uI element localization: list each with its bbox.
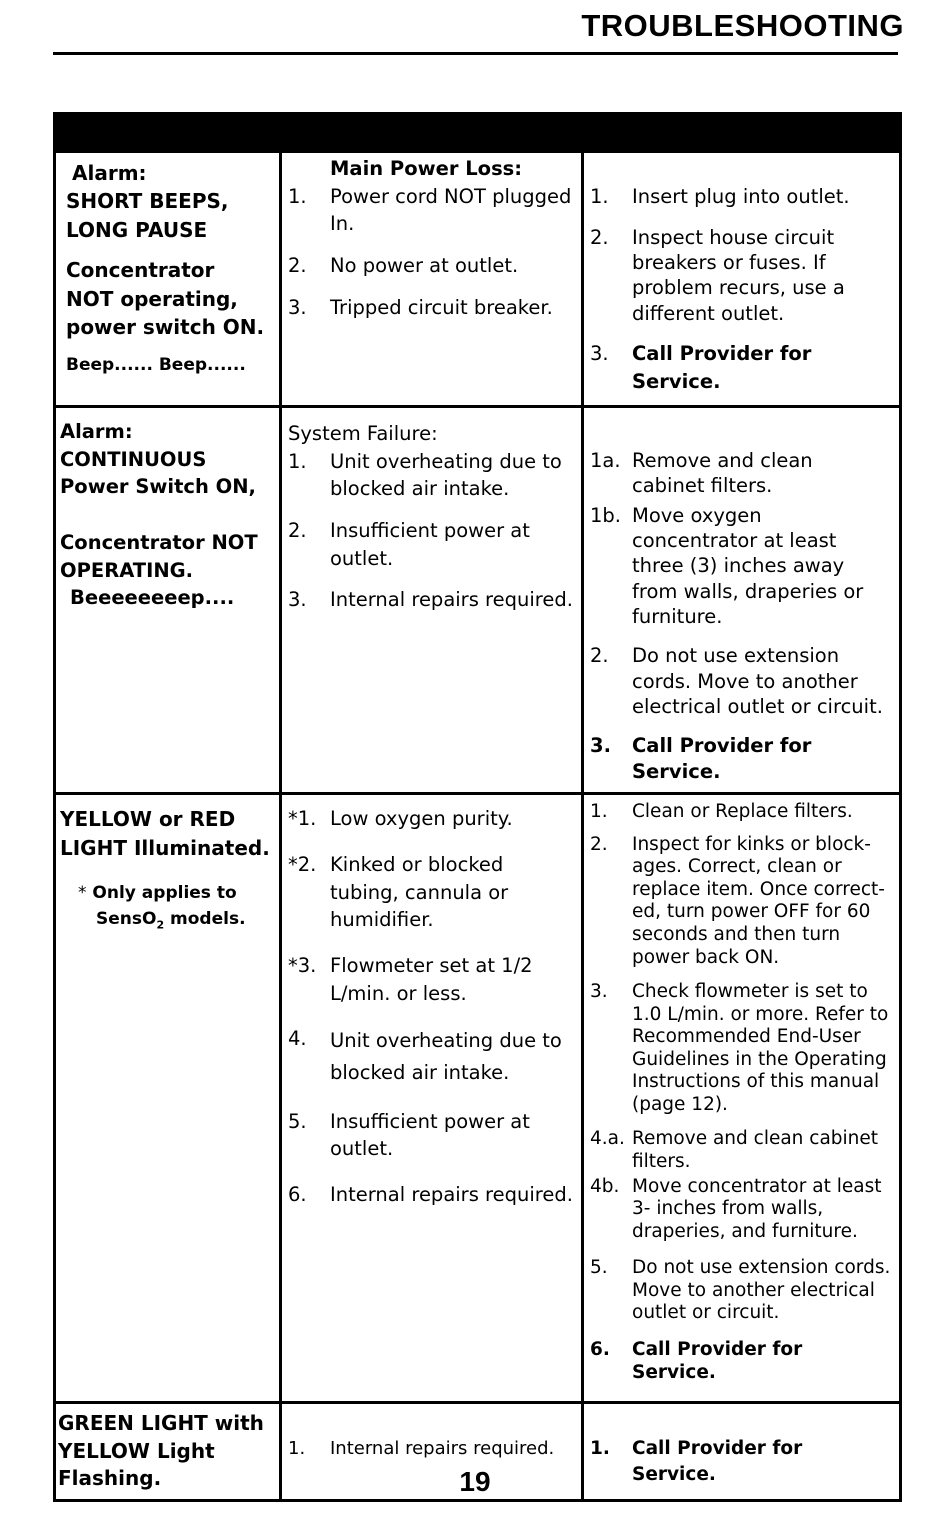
symptom-line: GREEN LIGHT with <box>58 1411 264 1436</box>
list-item: 3. Internal repairs required. <box>288 588 573 612</box>
list-item: *3. Flowmeter set at 1/2 L/min. or less. <box>288 953 533 1005</box>
table-header-bar <box>55 114 901 152</box>
symptom-line: Alarm: <box>72 161 147 185</box>
list-item: *2. Kinked or blocked tubing, cannula or humidifier. <box>288 852 509 932</box>
title-rule <box>53 52 898 55</box>
symptom-line: LIGHT Illuminated. <box>60 835 270 860</box>
model-note: * Only applies to SensO$_2$ models. <box>78 882 246 932</box>
cause-cell <box>281 407 583 794</box>
list-item: 5. Insufficient power at outlet. <box>288 1109 530 1161</box>
solution-cell <box>583 152 901 407</box>
list-item: 1a. Remove and clean cabinet filters. <box>590 449 813 498</box>
cause-cell <box>281 794 583 1403</box>
list-item: 1. Unit overheating due to blocked air intake. <box>288 449 562 501</box>
list-item: 2. Inspect for kinks or block-ages. Correct, clean or replace item. Once correct-ed, turn power OFF for 60 seconds and then turn power back ON. <box>590 833 885 968</box>
symptom-line: OPERATING. <box>60 558 194 582</box>
list-item: 4. Unit overheating due to blocked air intake. <box>288 1027 562 1085</box>
symptom-line: YELLOW or RED <box>60 807 236 832</box>
symptom-line: Alarm: <box>60 420 133 443</box>
list-item: 1. Call Provider for Service. <box>590 1438 803 1486</box>
table-row <box>55 794 901 1403</box>
symptom-cell <box>55 407 281 794</box>
symptom-line: Flashing. <box>58 1466 162 1491</box>
list-item: 6. Internal repairs required. <box>288 1182 573 1206</box>
symptom-line: Power Switch ON, <box>60 475 256 499</box>
table-row <box>55 407 901 794</box>
list-item: 4b. Move concentrator at least 3- inches from walls, draperies, and furniture. <box>590 1175 882 1242</box>
symptom-line: Beep...... Beep...... <box>66 355 246 376</box>
troubleshooting-table <box>53 112 902 1502</box>
list-item: 3. Call Provider for Service. <box>590 734 812 783</box>
symptom-line: Beeeeeeeep.... <box>70 586 235 610</box>
symptom-line: SHORT BEEPS, <box>66 189 229 214</box>
list-item: 1. Internal repairs required. <box>288 1438 555 1460</box>
page-number: 19 <box>459 1466 491 1497</box>
list-item: 4.a. Remove and clean cabinet filters. <box>590 1128 879 1172</box>
symptom-line: LONG PAUSE <box>66 217 208 242</box>
page-title: TROUBLESHOOTING <box>581 8 904 43</box>
list-item: 3. Call Provider for Service. <box>590 342 812 393</box>
solution-cell <box>583 794 901 1403</box>
cause-title: Main Power Loss: <box>330 157 523 180</box>
list-item: 1. Power cord NOT plugged In. <box>288 184 572 236</box>
cause-cell <box>281 152 583 407</box>
symptom-line: Concentrator <box>66 258 215 283</box>
symptom-line: Concentrator NOT <box>60 531 258 555</box>
symptom-line: NOT operating, <box>66 286 238 311</box>
list-item: 1b. Move oxygen concentrator at least three (3) inches away from walls, draperies or furniture. <box>590 503 864 629</box>
list-item: 2. Insufficient power at outlet. <box>288 519 530 570</box>
list-item: 2. Do not use extension cords. Move to another electrical outlet or circuit. <box>590 644 883 719</box>
symptom-line: CONTINUOUS <box>60 447 207 471</box>
list-item: 6. Call Provider for Service. <box>590 1338 803 1383</box>
list-item: *1. Low oxygen purity. <box>288 807 513 831</box>
symptom-cell <box>55 794 281 1403</box>
list-item: 2. No power at outlet. <box>288 254 519 278</box>
list-item: 3. Tripped circuit breaker. <box>288 295 553 319</box>
list-item: 2. Inspect house circuit breakers or fuses. If problem recurs, use a different outlet. <box>590 225 845 325</box>
symptom-cell <box>55 152 281 407</box>
cause-title: System Failure: <box>288 422 438 445</box>
list-item: 1. Clean or Replace filters. <box>590 801 853 823</box>
list-item: 5. Do not use extension cords. Move to another electrical outlet or circuit. <box>590 1257 891 1324</box>
solution-cell <box>583 407 901 794</box>
list-item: 1. Insert plug into outlet. <box>590 185 850 208</box>
symptom-line: YELLOW Light <box>58 1438 215 1463</box>
list-item: 3. Check flowmeter is set to 1.0 L/min. or more. Refer to Recommended End-User Guidelines in the Operating Instructions of this manual (page 12). <box>590 981 889 1115</box>
symptom-line: power switch ON. <box>66 314 265 339</box>
table-row <box>55 152 901 407</box>
